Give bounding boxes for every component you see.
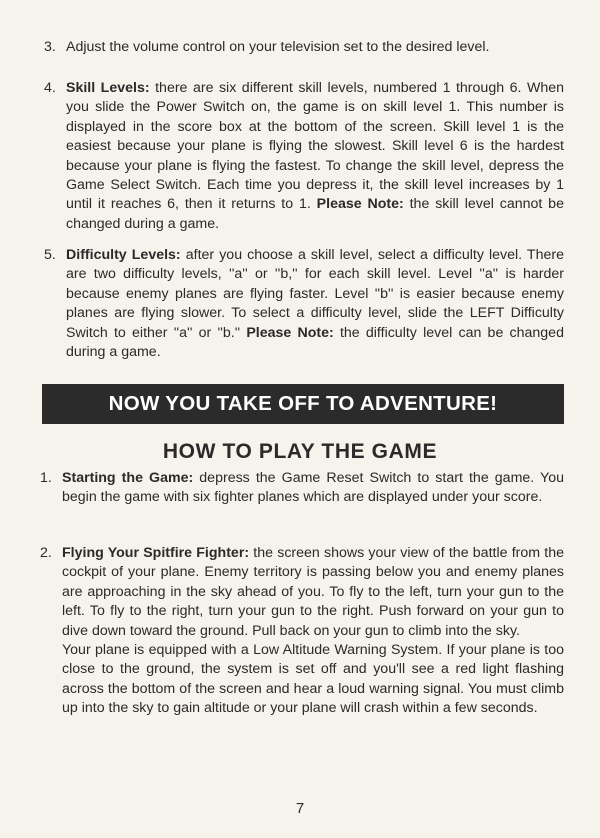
section-heading: HOW TO PLAY THE GAME [162, 440, 438, 463]
note-text: the skill level cannot be changed during a game. [66, 196, 564, 232]
item-label: Difficulty Levels: [66, 247, 181, 263]
instruction-item-5 [44, 246, 564, 362]
item-number: 3. [44, 39, 56, 55]
adventure-banner: NOW YOU TAKE OFF TO ADVENTURE! [42, 384, 564, 424]
item-text-continued: Your plane is equipped with a Low Altitude Warning System. If your plane is too close to the ground, the system is set off and you'll see a red light flashing across the bottom of the screen and hear a loud warning signal. You must climb up into the sky to gain altitude or your plane will crash within a few seconds. [62, 642, 564, 717]
item-number: 2. [40, 545, 52, 561]
item-number: 5. [44, 247, 56, 263]
item-text: the screen shows your view of the battle from the cockpit of your plane. Enemy territory is passing below you and enemy planes are approaching in the sky ahead of you. To fly to the left, turn your gun to the left. To fly to the right, turn your gun to the right. Push forward on your gun to dive down toward the ground. Pull back on your gun to climb into the sky. [62, 545, 565, 639]
item-label: Skill Levels: [66, 80, 150, 96]
item-number: 4. [44, 80, 56, 96]
item-text: there are six different skill levels, numbered 1 through 6. When you slide the Power Switch on, the game is on skill level 1. This number is displayed in the score box at the bottom of the screen. Skill level 1 is the easiest because your plane is flying the slowest. Skill level 6 is the hardest because your plane is flying the fastest. To change the skill level, depress the Game Select Switch. Each time you depress it, the skill level increases by 1 until it reaches 6, then it returns to 1. [66, 80, 564, 213]
item-text: after you choose a skill level, select a difficulty level. There are two difficulty levels, ''a'' or ''b,'' for each skill level. Level ''a'' is harder because enemy planes are flying faster. Level ''b'' is easier because enemy planes are flying slower. To select a difficulty level, slide the LEFT Difficulty Switch to either ''a'' or ''b.'' [66, 247, 564, 341]
page-number: 7 [295, 800, 305, 817]
item-number: 1. [40, 470, 52, 486]
play-item-2 [40, 544, 564, 719]
note-label: Please Note: [316, 196, 404, 213]
instruction-item-4 [44, 79, 564, 234]
play-item-1 [40, 469, 564, 508]
instruction-item-3 [44, 38, 564, 57]
note-label: Please Note: [246, 324, 334, 341]
note-text: the difficulty level can be changed during a game. [66, 324, 564, 361]
item-label: Starting the Game: [62, 470, 194, 486]
item-label: Flying Your Spitfire Fighter: [62, 545, 250, 561]
item-text: depress the Game Reset Switch to start the game. You begin the game with six fighter planes which are displayed under your score. [62, 470, 564, 506]
item-text: Adjust the volume control on your television set to the desired level. [66, 39, 490, 55]
